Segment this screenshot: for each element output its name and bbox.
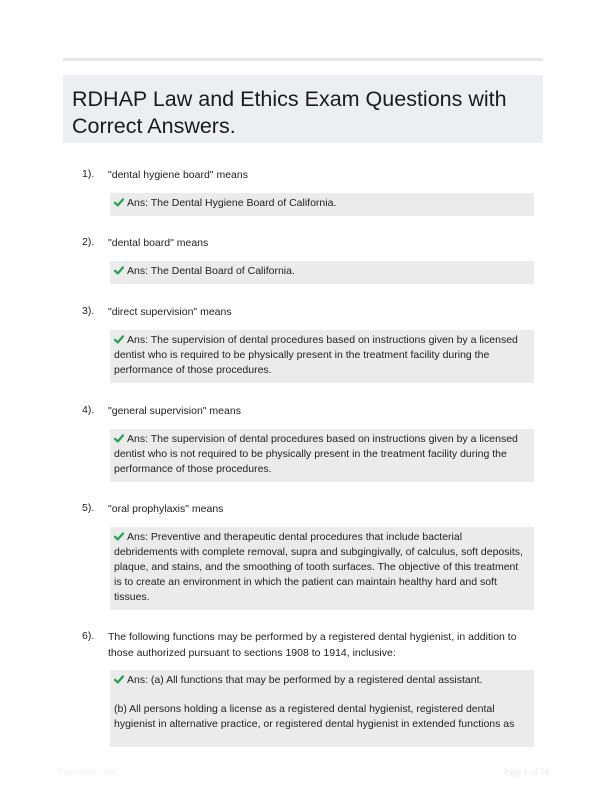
- checkmark-icon: [114, 675, 124, 684]
- title-box: [63, 75, 543, 143]
- answer-box: [110, 429, 534, 482]
- answer-box: [110, 527, 534, 610]
- answer-text: Ans: The Dental Board of California.: [127, 265, 295, 277]
- question-text: "oral prophylaxis" means: [108, 503, 224, 515]
- question-number: 6).: [82, 630, 95, 642]
- answer-text: Ans: (a) All functions that may be performed by a registered dental assistant.: [127, 674, 483, 686]
- checkmark-icon: [114, 266, 124, 275]
- question-text: The following functions may be performed by a registered dental hygienist, in addition to those authorized pursuant to sections 1908 to 1914, inclusive:: [108, 631, 517, 659]
- question-number: 2).: [82, 236, 95, 248]
- question-text: "dental hygiene board" means: [108, 169, 248, 181]
- question-text: "dental board" means: [108, 237, 209, 249]
- answer-text: Ans: The supervision of dental procedures based on instructions given by a licensed dentist who is not required to be physically present in the treatment facility during the performance of those procedures.: [114, 433, 518, 475]
- answer-box: [110, 670, 534, 747]
- question-number: 4).: [82, 404, 95, 416]
- answer-box: [110, 330, 534, 383]
- top-rule: [63, 58, 543, 61]
- question-text: "direct supervision" means: [108, 306, 232, 318]
- checkmark-icon: [114, 335, 124, 344]
- question-number: 5).: [82, 502, 95, 514]
- answer-text: Ans: The supervision of dental procedures based on instructions given by a licensed dentist who is required to be physically present in the treatment facility during the performance of those procedures.: [114, 334, 518, 376]
- page-title: RDHAP Law and Ethics Exam Questions with Correct Answers.: [72, 87, 507, 138]
- question-number: 3).: [82, 305, 95, 317]
- checkmark-icon: [114, 198, 124, 207]
- answer-text: Ans: Preventive and therapeutic dental procedures that include bacterial debridements with complete removal, supra and subgingivally, of calculus, soft deposits, plaque, and stains, and the smoothing of tooth surfaces. The objective of this treatment is to create an environment in which the patient can maintain healthy hard and soft tissues.: [114, 531, 523, 603]
- answer-continued-text: (b) All persons holding a license as a registered dental hygienist, registered dental hygienist in alternative practice, or registered dental hygienist in extended functions as: [114, 703, 515, 730]
- checkmark-icon: [114, 532, 124, 541]
- page-number: Page 1 of 54: [503, 767, 549, 777]
- answer-box: [110, 193, 534, 216]
- question-text: "general supervision" means: [108, 405, 241, 417]
- question-number: 1).: [82, 168, 95, 180]
- checkmark-icon: [114, 434, 124, 443]
- answer-box: [110, 261, 534, 284]
- answer-text: Ans: The Dental Hygiene Board of California.: [127, 197, 337, 209]
- footer-watermark: PaperBlic.com: [58, 767, 117, 777]
